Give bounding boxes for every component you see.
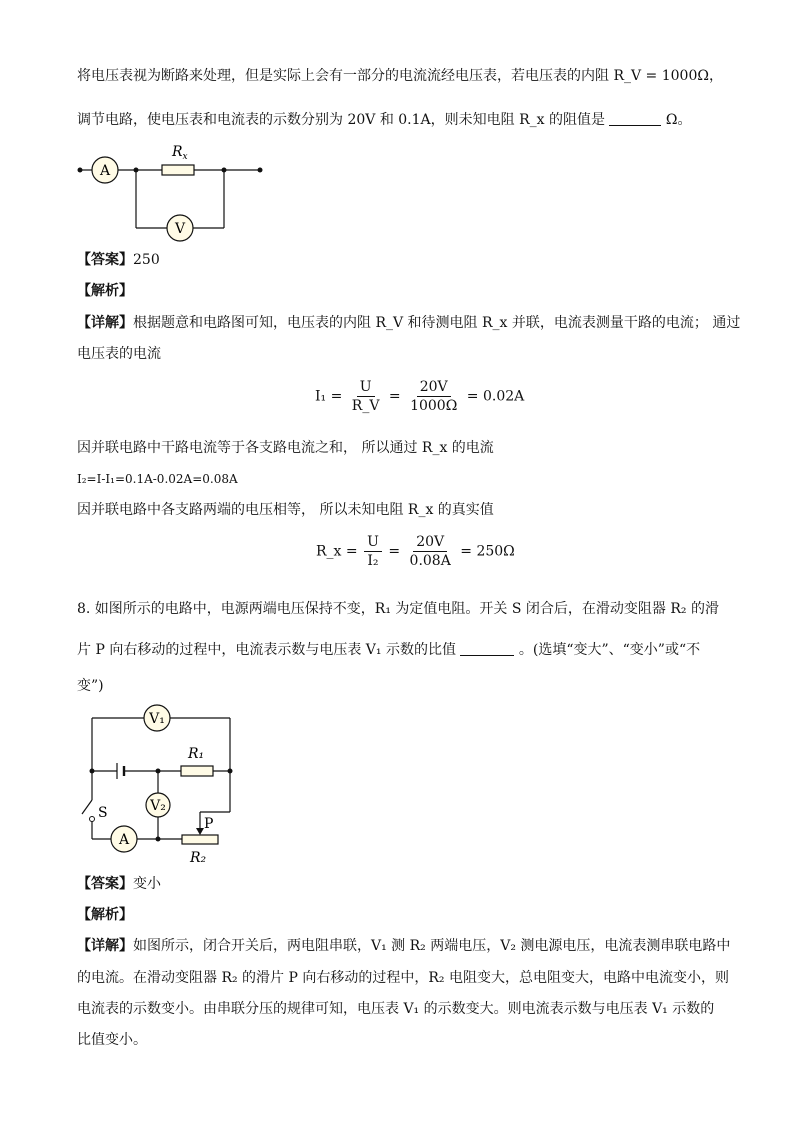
voltmeter-v1-symbol xyxy=(144,705,170,731)
rx-label: $R_x$ xyxy=(172,144,188,162)
resistor-rx xyxy=(162,165,194,175)
q8-line3: 变”) xyxy=(77,678,104,694)
q7-analysis-tag: 【解析】 xyxy=(77,283,133,299)
answer-blank xyxy=(460,641,514,656)
q8-analysis-tag: 【解析】 xyxy=(77,907,133,923)
q7-detail3: 因并联电路中干路电流等于各支路电流之和， 所以通过 R_x 的电流 xyxy=(77,440,494,456)
q8-detail1: 【详解】如图所示，闭合开关后，两电阻串联，V₁ 测 R₂ 两端电压，V₂ 测电源电压，电流表测串联电路中 xyxy=(77,938,731,954)
q8-line1: 8. 如图所示的电路中，电源两端电压保持不变，R₁ 为定值电阻。开关 S 闭合后，在滑动变阻器 R₂ 的滑 xyxy=(77,601,719,617)
q7-equation-3: R_x = $\frac{U}{\text{I₂}}$ = $\frac{20V}{0.08A}$ = 250Ω xyxy=(316,534,515,569)
resistor-r1 xyxy=(181,766,213,776)
answer-blank xyxy=(609,111,661,126)
q7-detail1: 【详解】根据题意和电路图可知，电压表的内阻 R_V 和待测电阻 R_x 并联，电流表测量干路的电流； 通过 xyxy=(77,315,741,331)
q7-circuit-diagram xyxy=(74,136,274,246)
q7-detail2: 电压表的电流 xyxy=(77,346,161,362)
v1-label: V₁ xyxy=(149,711,165,727)
battery-symbol xyxy=(117,763,124,779)
q8-line2: 片 P 向右移动的过程中，电流表示数与电压表 V₁ 示数的比值 。(选填“变大”、“变小”或“不 xyxy=(77,642,701,658)
r2-label: R₂ xyxy=(190,850,207,866)
switch-label: S xyxy=(98,805,108,821)
q7-line2: 调节电路，使电压表和电流表的示数分别为 20V 和 0.1A，则未知电阻 R_x 的阻值是 Ω。 xyxy=(77,112,692,128)
rv-formula: R_V = 1000Ω， xyxy=(613,68,723,84)
q7-detail4: 因并联电路中各支路两端的电压相等， 所以未知电阻 R_x 的真实值 xyxy=(77,502,494,518)
ammeter-label: A xyxy=(118,832,130,848)
q8-detail4: 比值变小。 xyxy=(77,1032,147,1048)
q8-detail2: 的电流。在滑动变阻器 R₂ 的滑片 P 向右移动的过程中，R₂ 电阻变大，总电阻变大，电路中电流变小，则 xyxy=(77,970,729,986)
q8-detail3: 电流表的示数变小。由串联分压的规律可知，电压表 V₁ 的示数变大。则电流表示数与电压表 V₁ 示数的 xyxy=(77,1001,715,1017)
voltmeter-label: V xyxy=(174,221,186,237)
ammeter-symbol xyxy=(92,157,118,183)
voltmeter-symbol xyxy=(167,215,193,241)
q7-line1: 将电压表视为断路来处理，但是实际上会有一部分的电流流经电压表，若电压表的内阻 R_V = 1000Ω， xyxy=(77,68,723,84)
voltmeter-v2-symbol xyxy=(146,793,170,817)
ammeter-label: A xyxy=(99,163,111,179)
ammeter-symbol xyxy=(111,826,137,852)
rx-symbol: R_x xyxy=(519,112,545,128)
q7-equation-2: I₂=I-I₁=0.1A-0.02A=0.08A xyxy=(77,472,238,486)
q8-answer: 【答案】变小 xyxy=(77,876,161,892)
q7-answer: 【答案】250 xyxy=(77,252,160,268)
q8-circuit-diagram xyxy=(74,700,254,870)
v2-label: V₂ xyxy=(150,798,166,814)
slider-arrow-icon xyxy=(196,828,204,835)
slider-label: P xyxy=(204,816,214,832)
r1-label: R₁ xyxy=(188,746,205,762)
q7-equation-1: I₁ = $\frac{U}{R\_V}$ = $\frac{20V}{1000\Omega}$ = 0.02A xyxy=(315,379,525,414)
rheostat-r2 xyxy=(182,835,218,844)
